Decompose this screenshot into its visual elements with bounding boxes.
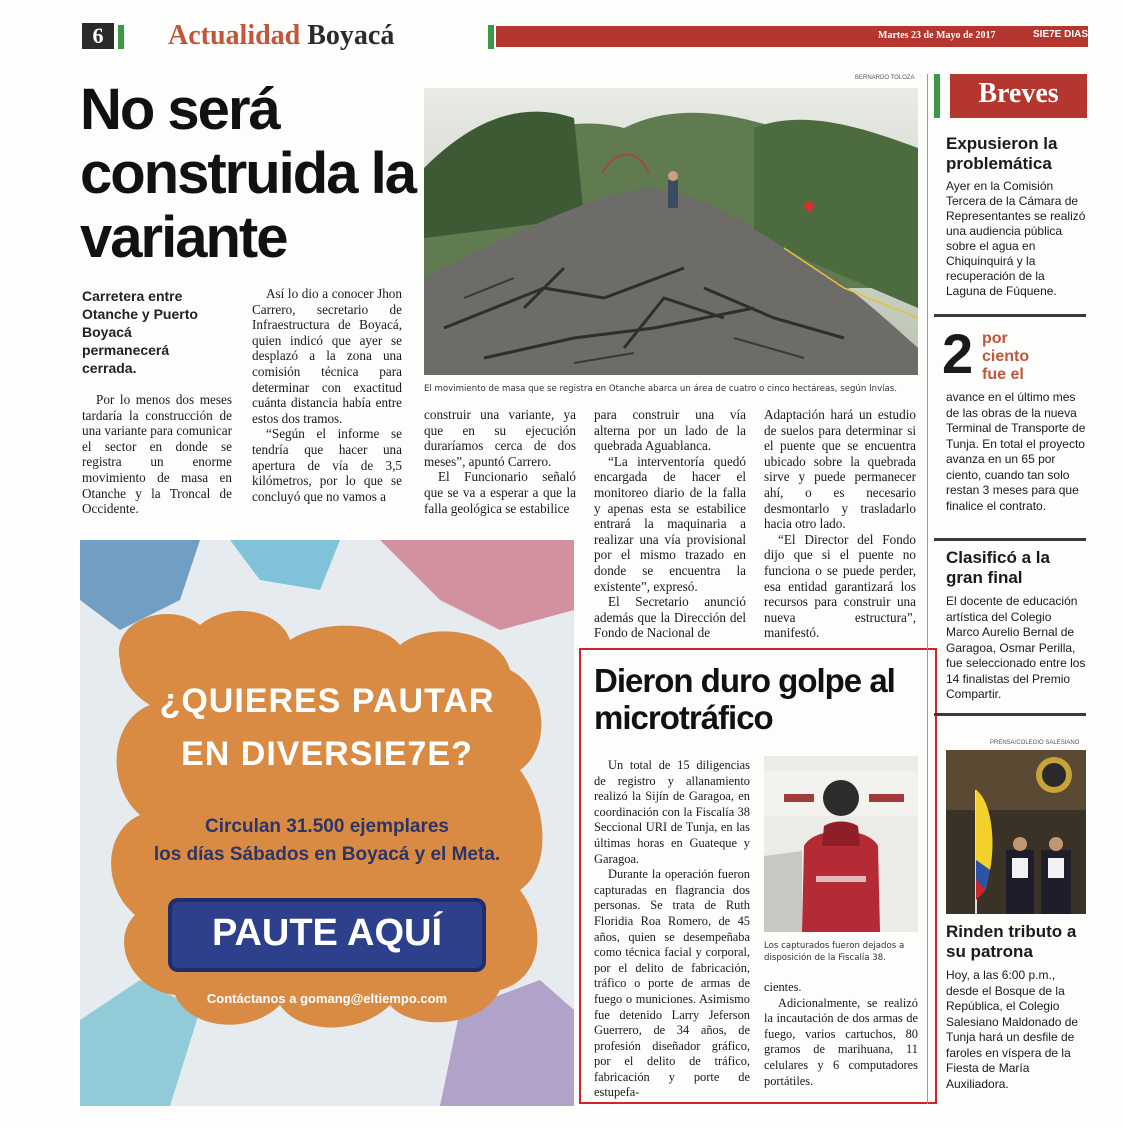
page-number: 6 <box>92 23 104 48</box>
page-header <box>78 22 1088 52</box>
landslide-photo-drawing <box>424 88 918 375</box>
main-col-1 <box>82 392 232 517</box>
header-green-tick <box>118 25 124 49</box>
main-col-4-p2: “La interventoría quedó encargada de hacer el monitoreo diario de la falla y apenas esta se estabilice entrará la maquinaria a realizar una vía provisional por el mismo trazado en donde se encuentra la existente”, expresó. <box>594 453 746 594</box>
breves-title: Breves <box>978 78 1059 109</box>
box-headline: Dieron duro golpe al microtráfico <box>594 662 895 736</box>
main-col-3-p2: El Funcionario señaló que se va a esperar a que la falla geológica se estabilice <box>424 469 576 516</box>
arrest-photo-caption: Los capturados fueron dejados a disposición de la Fiscalía 38. <box>764 941 905 963</box>
main-col-2-p2: “Según el informe se tendría que hacer una apertura de vía de 3,5 kilómetros, por lo que se concluyó que no vamos a <box>252 426 402 504</box>
main-col-5-p1: Adaptación hará un estudio de suelos para determinar si el puente que se encuentra ubicado sobre la quebrada sirve y puede permanecer ahí, o es necesario desmontarlo y trasladarlo hacia otro lado. <box>764 407 916 532</box>
main-col-3 <box>424 407 576 516</box>
main-col-2 <box>252 286 402 504</box>
main-col-2-p1: Así lo dio a conocer Jhon Carrero, secretario de Infraestructura de Boyacá, quien indicó que ayer se desplazó a la zona una comisión técnica para determinar con exactitud cuánta distancia había entre estos dos tramos. <box>252 286 402 426</box>
brief-2-body: El docente de educación artística del Colegio Marco Aurelio Bernal de Garagoa, Osmar Perilla, fue seleccionado entre los 14 finalistas del Premio Compartir. <box>946 594 1086 701</box>
box-col-2-p1: cientes. <box>764 980 802 994</box>
main-col-5 <box>764 407 916 641</box>
header-red-bar <box>496 26 1088 47</box>
ad-circulation-2: los días Sábados en Boyacá y el Meta. <box>153 844 501 865</box>
brief-divider-2 <box>934 538 1086 541</box>
brief-3-body: Hoy, a las 6:00 p.m., desde el Bosque de la República, el Colegio Salesiano Maldonado de Tunja hará un desfile de faroles en víspera de la Fiesta de María Auxiliadora. <box>946 968 1079 1091</box>
section-title-part1: Actualidad <box>168 20 301 51</box>
photo-caption: El movimiento de masa que se registra en Otanche abarca un área de cuatro o cinco hectáreas, según Invías. <box>424 384 898 394</box>
ad-circulation-1: Circulan 31.500 ejemplares <box>205 816 449 837</box>
ad-button-frame[interactable] <box>172 902 482 968</box>
ad-headline-1: ¿QUIERES PAUTAR <box>159 682 495 720</box>
header-brand: SIE7E DIAS <box>1033 29 1089 40</box>
main-headline: No será construida la variante <box>80 77 415 270</box>
main-col-4 <box>594 407 746 641</box>
ad-contact[interactable]: Contáctanos a gomang@eltiempo.com <box>206 991 448 1006</box>
section-title <box>168 20 394 52</box>
stat-body: avance en el último mes de las obras de la nueva Terminal de Transporte de Tunja. En total el proyecto avanza en un 65 por ciento, cuando tan solo restan 3 meses para que finalice el contrato. <box>946 390 1086 513</box>
main-col-1-text: Por lo menos dos meses tardaría la construcción de una variante para comunicar el sector en donde se registra un enorme movimiento de masa en Otanche y la Troncal de Occidente. <box>82 392 232 517</box>
box-col-1 <box>594 758 750 1101</box>
section-title-part2: Boyacá <box>307 20 395 51</box>
main-col-4-p3: El Secretario anunció además que la Dirección del Fondo de Nacional de <box>594 594 746 641</box>
arrest-photo-drawing <box>764 756 918 932</box>
photo-credit: BERNARDO TOLOZA <box>855 75 915 81</box>
stat-number: 2 <box>942 322 974 385</box>
stat-label: por ciento fue el <box>982 330 1030 383</box>
box-col-2 <box>764 980 918 1089</box>
main-col-5-p2: “El Director del Fondo dijo que si el puente no funciona o se puede perder, esa entidad garantizará los recursos para construir una nueva estructura”, manifestó. <box>764 531 916 641</box>
brief-1-body: Ayer en la Comisión Tercera de la Cámara de Representantes se realizó una audiencia pública sobre el agua en Chiquinquirá y la recuperación de la Laguna de Fúquene. <box>946 179 1086 298</box>
brief-1-headline: Expusieron la problemática <box>946 134 1058 173</box>
ceremony-photo <box>946 750 1086 914</box>
landslide-photo <box>424 88 918 375</box>
brief-divider-3 <box>934 713 1086 716</box>
main-subhead: Carretera entre Otanche y Puerto Boyacá permanecerá cerrada. <box>82 288 198 376</box>
header-date: Martes 23 de Mayo de 2017 <box>878 30 996 41</box>
box-col-1-p2: Durante la operación fueron capturadas en flagrancia dos personas. Se trata de Ruth Floridia Roa Romero, de 45 años, quien se desempeñaba como técnica facial y corporal, por el delito de fabricación, tráfico o porte de armas de fuego o municiones. Asimismo fue detenido Larry Jeferson Guerrero, de 34 años, de profesión diseñador gráfico, por el delito de tráfico, fabricación y porte de estupefa- <box>594 867 750 1100</box>
column-rule <box>927 74 928 1104</box>
box-col-2-p2: Adicionalmente, se realizó la incautación de dos armas de fuego, varios cartuchos, 80 gramos de marihuana, 11 celulares y 6 computadores portátiles. <box>764 995 918 1088</box>
ceremony-photo-drawing <box>946 750 1086 914</box>
brief-3-headline: Rinden tributo a su patrona <box>946 922 1077 961</box>
breves-green-tick <box>934 74 940 118</box>
ceremony-photo-credit: PRENSA/COLEGIO SALESIANO <box>990 740 1080 746</box>
box-col-1-p1: Un total de 15 diligencias de registro y allanamiento realizó la Sijín de Garagoa, en coordinación con la Fiscalía 38 Seccional URI de Tunja, en las últimas horas en Guateque y Garagoa. <box>594 758 750 866</box>
main-col-3-p1: construir una variante, ya que en su ejecución duraríamos cerca de dos meses”, apuntó Carrero. <box>424 407 576 469</box>
header-green-tick-2 <box>488 25 494 49</box>
brief-divider-1 <box>934 314 1086 317</box>
brief-2-headline: Clasificó a la gran final <box>946 548 1050 587</box>
paute-aqui-button[interactable]: PAUTE AQUÍ <box>211 912 443 954</box>
advertisement <box>80 540 574 1106</box>
ad-headline-2: EN DIVERSIE7E? <box>181 735 473 773</box>
main-col-4-p1: para construir una vía alterna por un lado de la quebrada Aguablanca. <box>594 407 746 454</box>
arrest-photo <box>764 756 918 932</box>
sidebar <box>932 72 1087 1112</box>
